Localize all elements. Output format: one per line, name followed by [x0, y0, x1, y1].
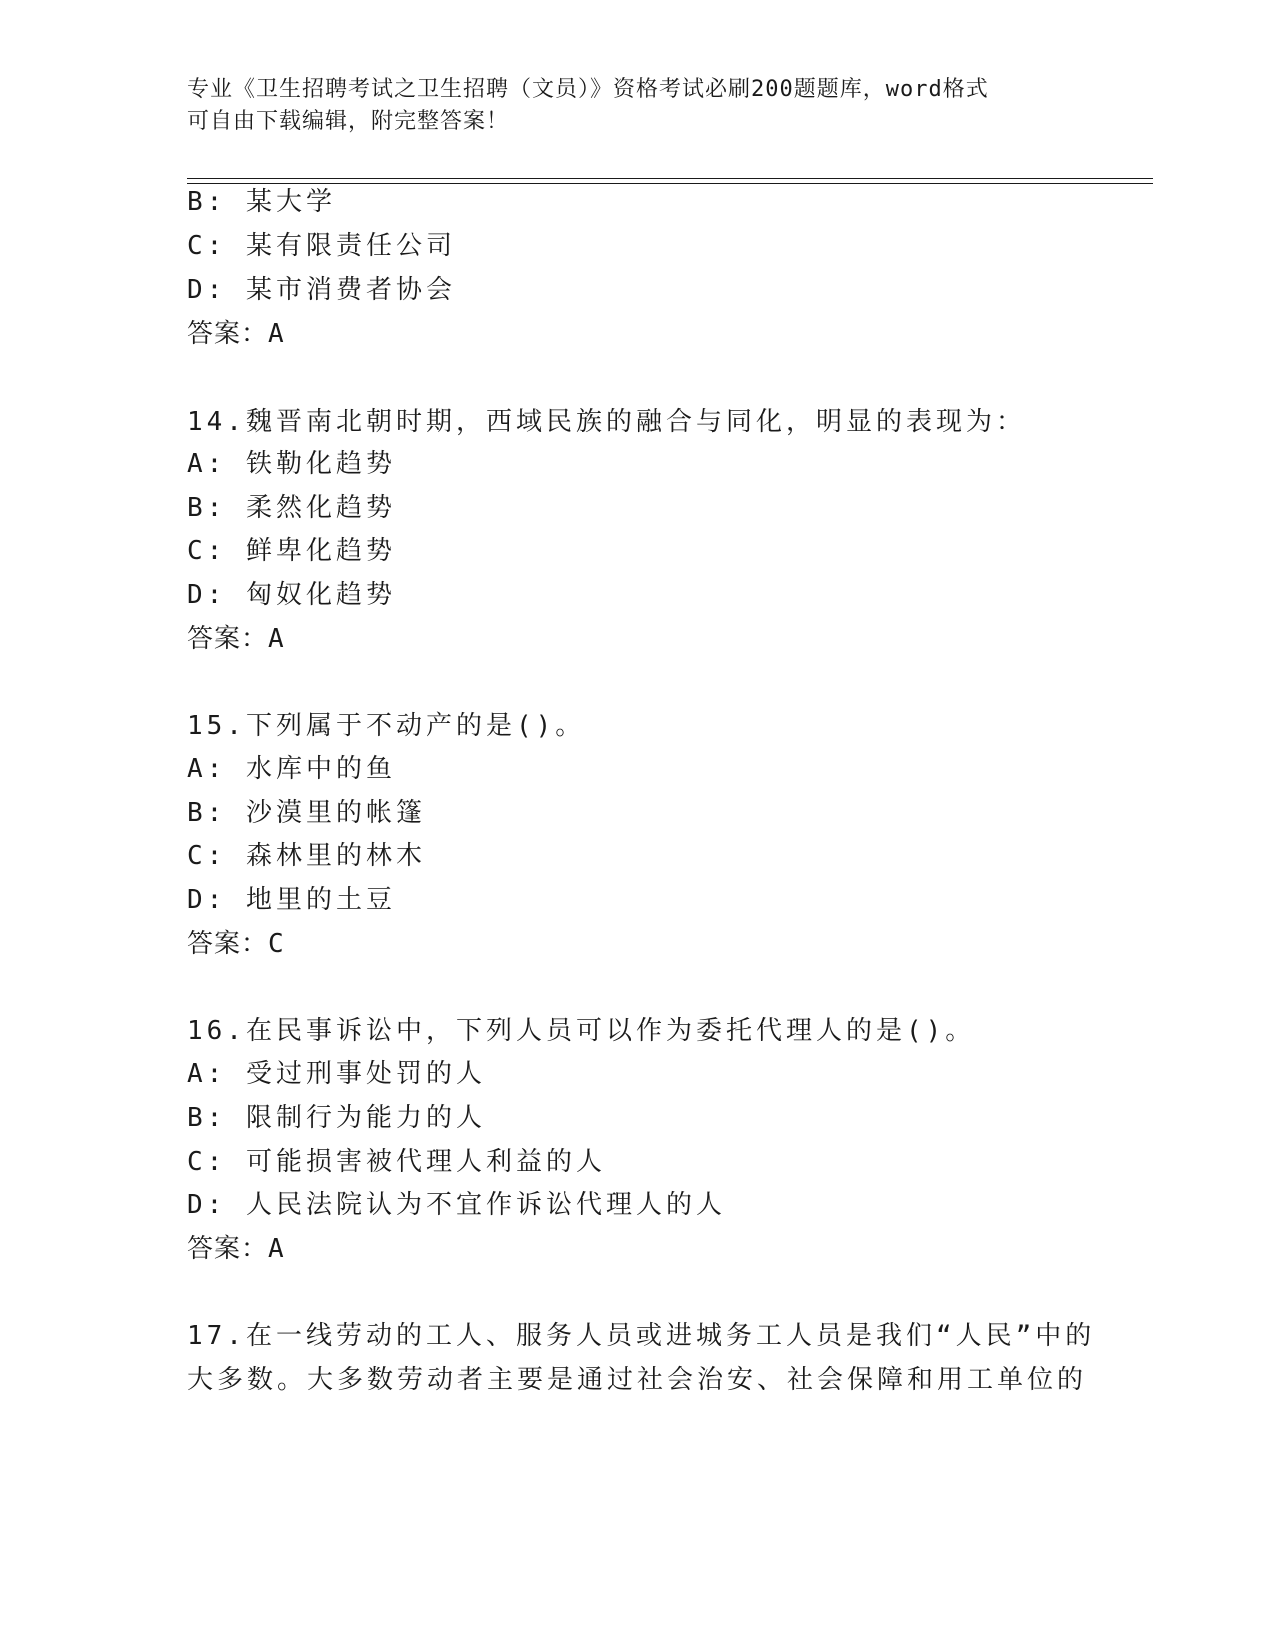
q16-option-c: C: 可能损害被代理人利益的人 [187, 1147, 606, 1177]
header-line-1: 专业《卫生招聘考试之卫生招聘（文员）》资格考试必刷200题题库，word格式 [187, 77, 989, 102]
q14-answer [187, 623, 285, 655]
header-rule-top [187, 178, 1153, 179]
q13-option-c: C: 某有限责任公司 [187, 231, 456, 261]
q16-answer [187, 1233, 285, 1265]
q16-option-a: A: 受过刑事处罚的人 [187, 1059, 486, 1089]
answer-label: 答案： [187, 319, 269, 349]
q15-answer [187, 928, 285, 960]
q14-option-c: C: 鲜卑化趋势 [187, 536, 396, 566]
answer-label: 答案： [187, 929, 269, 959]
q17-question-line-1: 17.在一线劳动的工人、服务人员或进城务工人员是我们“人民”中的 [187, 1321, 1096, 1351]
q15-option-a: A: 水库中的鱼 [187, 754, 396, 784]
q14-question: 14.魏晋南北朝时期，西域民族的融合与同化，明显的表现为： [187, 407, 1026, 437]
answer-value: A [268, 1234, 285, 1264]
q16-option-d: D: 人民法院认为不宜作诉讼代理人的人 [187, 1190, 726, 1220]
answer-label: 答案： [187, 624, 269, 654]
q15-option-b: B: 沙漠里的帐篷 [187, 798, 426, 828]
q17-question-line-2: 大多数。大多数劳动者主要是通过社会治安、社会保障和用工单位的 [187, 1365, 1088, 1395]
q14-option-a: A: 铁勒化趋势 [187, 449, 396, 479]
document-header [187, 74, 1087, 138]
q15-option-d: D: 地里的土豆 [187, 885, 396, 915]
q13-option-b: B: 某大学 [187, 187, 336, 217]
q15-option-c: C: 森林里的林木 [187, 841, 426, 871]
q16-option-b: B: 限制行为能力的人 [187, 1103, 486, 1133]
header-line-2: 可自由下载编辑，附完整答案！ [187, 109, 510, 134]
q14-option-d: D: 匈奴化趋势 [187, 580, 396, 610]
q13-option-d: D: 某市消费者协会 [187, 275, 456, 305]
q13-answer [187, 318, 285, 350]
q15-question: 15.下列属于不动产的是()。 [187, 711, 586, 741]
q14-option-b: B: 柔然化趋势 [187, 493, 396, 523]
answer-label: 答案： [187, 1234, 269, 1264]
header-rule-bottom [187, 183, 1153, 184]
q16-question: 16.在民事诉讼中，下列人员可以作为委托代理人的是()。 [187, 1016, 976, 1046]
answer-value: A [268, 624, 285, 654]
answer-value: C [268, 929, 285, 959]
answer-value: A [268, 319, 285, 349]
